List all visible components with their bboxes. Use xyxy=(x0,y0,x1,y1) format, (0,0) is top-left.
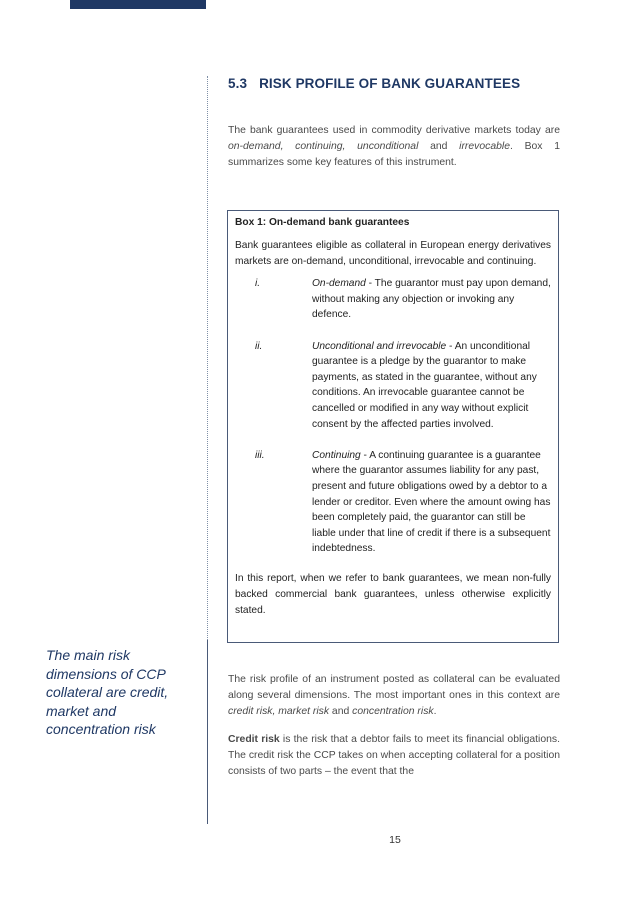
box-title: Box 1: On-demand bank guarantees xyxy=(235,217,410,228)
list-term: Continuing xyxy=(312,449,361,461)
list-text: - An unconditional guarantee is a pledge by the guarantor to make payments, as stated in the guarantee, without any conditions. An irrevocable guarantee cannot be cancelled or modified in any way without explicit consent by the affected parties involved. xyxy=(312,340,537,430)
list-term: On-demand xyxy=(312,278,366,290)
box-closing: In this report, when we refer to bank guarantees, we mean non-fully backed commercial bank guarantees, unless otherwise explicitly stated. xyxy=(235,573,551,616)
intro-paragraph xyxy=(228,123,560,171)
list-item xyxy=(235,339,551,433)
list-term: Unconditional and irrevocable xyxy=(312,340,447,352)
box-intro: Bank guarantees eligible as collateral in European energy derivatives markets are on-demand, unconditional, irrevocable and continuing. xyxy=(235,240,551,267)
risk-emphasis-2: concentration risk xyxy=(352,706,434,717)
list-description xyxy=(312,448,551,557)
box-list xyxy=(235,276,551,557)
section-number: 5.3 xyxy=(228,76,248,91)
list-text: - The guarantor must pay upon demand, without making any objection or invoking any defence. xyxy=(312,278,551,321)
intro-emphasis-1: on-demand, continuing, unconditional xyxy=(228,141,419,152)
section-heading xyxy=(228,76,560,91)
info-box xyxy=(227,210,559,643)
page-number: 15 xyxy=(389,834,401,846)
risk-text-3: . xyxy=(433,706,437,717)
credit-risk-lead: Credit risk xyxy=(228,734,280,745)
risk-profile-paragraph xyxy=(228,672,560,720)
intro-text-2: and xyxy=(418,141,460,152)
risk-emphasis-1: credit risk, market risk xyxy=(228,706,330,717)
list-numeral: ii. xyxy=(255,340,263,352)
risk-text-2: and xyxy=(329,706,353,717)
list-numeral: iii. xyxy=(255,449,265,461)
intro-emphasis-2: irrevocable xyxy=(459,141,510,152)
list-item xyxy=(235,448,551,557)
risk-text: The risk profile of an instrument posted as collateral can be evaluated along several dimensions. The most important ones in this context are xyxy=(228,674,560,701)
margin-rule-solid xyxy=(207,640,208,824)
intro-text-3: . Box 1 summarizes some key features of this instrument. xyxy=(228,141,560,168)
credit-risk-paragraph xyxy=(228,732,560,780)
list-numeral: i. xyxy=(255,278,261,290)
list-description xyxy=(312,276,551,323)
header-accent-bar xyxy=(70,0,206,9)
margin-note: The main risk dimensions of CCP collateral are credit, market and concentration risk xyxy=(46,647,169,737)
section-title: RISK PROFILE OF BANK GUARANTEES xyxy=(259,76,521,91)
intro-text: The bank guarantees used in commodity derivative markets today are xyxy=(228,125,560,136)
list-text: - A continuing guarantee is a guarantee where the guarantor assumes liability for any past, present and future obligations owed by a debtor to a lender or creditor. Even where the amount owing has been completely paid, the guarantor can still be liable under that line of credit if there is a subsequent indebtedness. xyxy=(312,449,551,555)
list-item xyxy=(235,276,551,323)
credit-risk-text: is the risk that a debtor fails to meet its financial obligations. The credit risk the CCP takes on when accepting collateral for a position consists of two parts – the event that the xyxy=(228,734,560,777)
list-description xyxy=(312,339,551,433)
